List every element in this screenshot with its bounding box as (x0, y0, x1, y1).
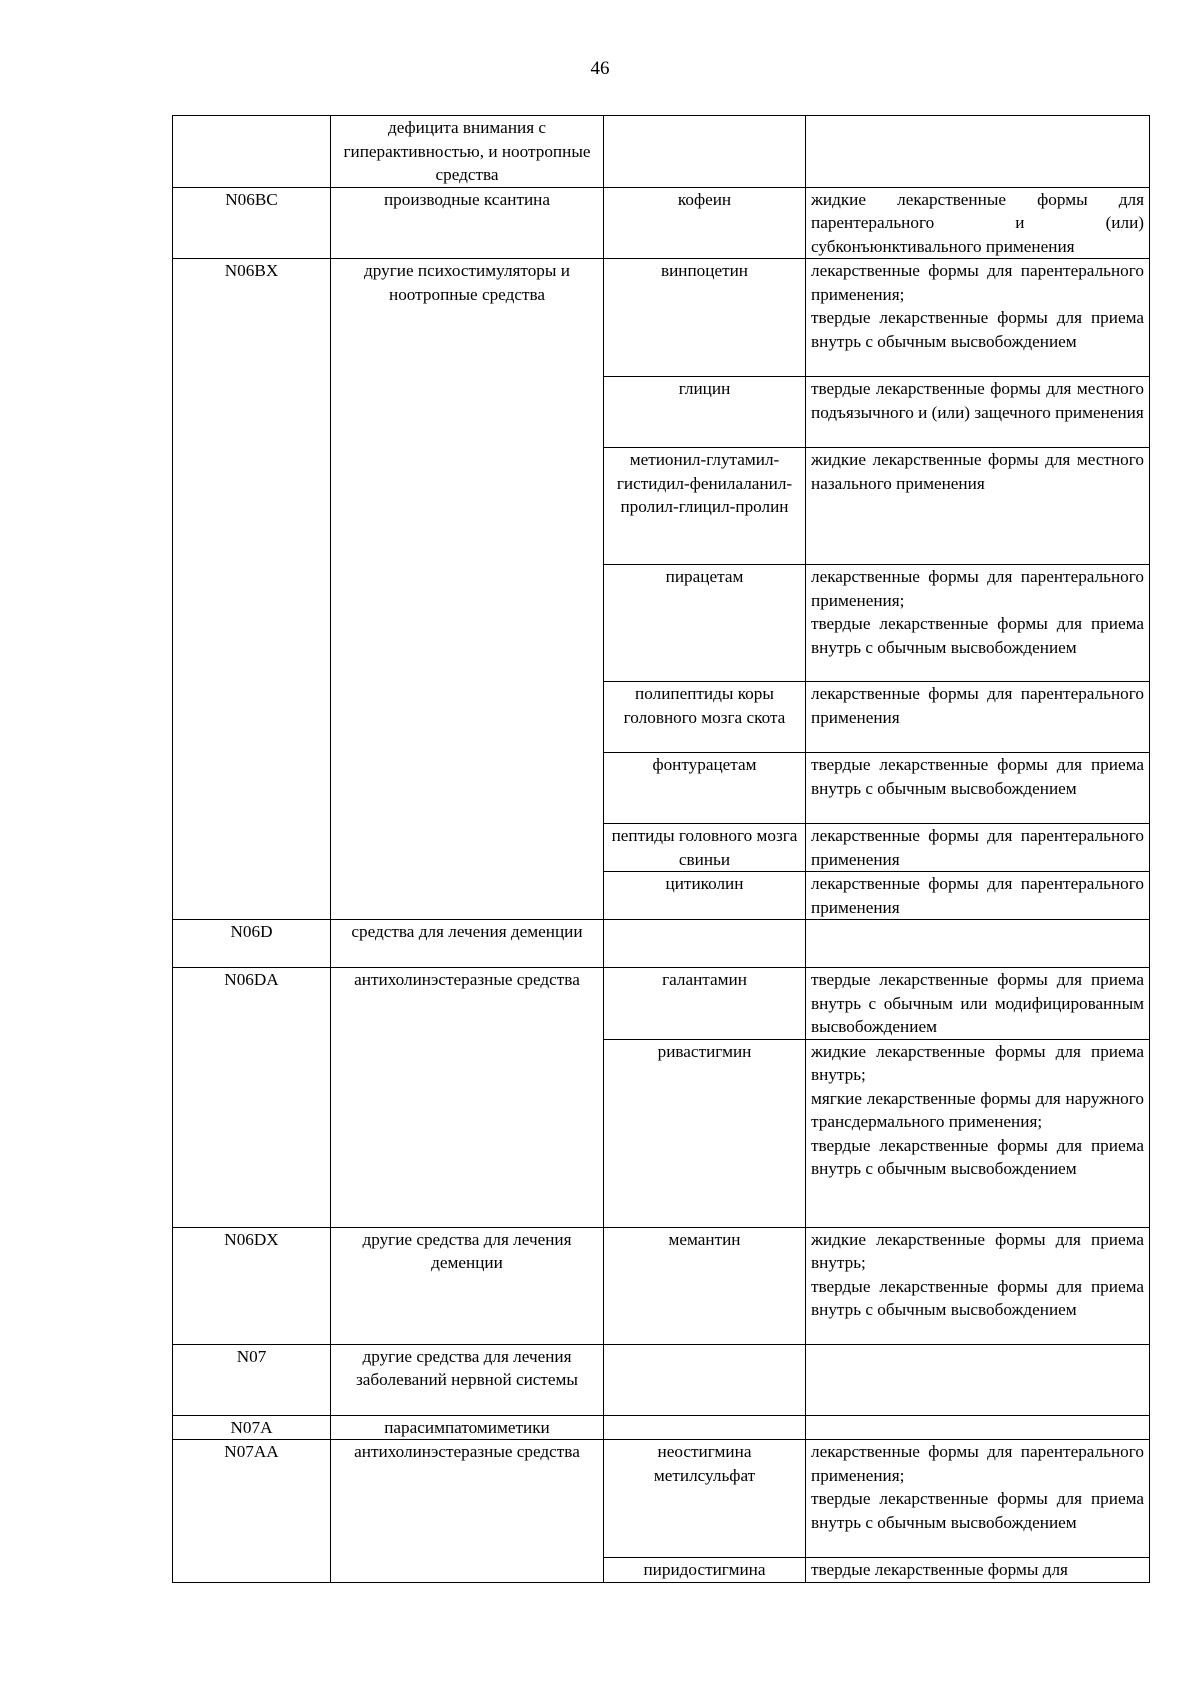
group-name: антихолинэстеразные средства (331, 1440, 604, 1583)
drug-name: метионил-глутамил-гистидил-фенилаланил-пролил-глицил-пролин (604, 448, 806, 565)
drug-name: ривастигмин (604, 1039, 806, 1227)
dosage-form: лекарственные формы для парентерального применения; твердые лекарственные формы для приема внутрь с обычным высвобождением (806, 1440, 1150, 1558)
dosage-form: жидкие лекарственные формы для приема внутрь; твердые лекарственные формы для приема внутрь с обычным высвобождением (806, 1227, 1150, 1344)
table-row (173, 1344, 1150, 1415)
atc-code: N06DA (173, 968, 331, 1228)
drug-table (172, 115, 1150, 1583)
group-name: антихолинэстеразные средства (331, 968, 604, 1228)
table-row (173, 968, 1150, 1040)
group-name: производные ксантина (331, 187, 604, 259)
dosage-form (806, 1344, 1150, 1415)
drug-name (604, 1415, 806, 1440)
group-name: дефицита внимания с гиперактивностью, и ноотропные средства (331, 116, 604, 188)
drug-name: глицин (604, 377, 806, 448)
table-row (173, 1415, 1150, 1440)
dosage-form (806, 920, 1150, 968)
dosage-form: лекарственные формы для парентерального применения; твердые лекарственные формы для приема внутрь с обычным высвобождением (806, 259, 1150, 377)
table-row (173, 187, 1150, 259)
atc-code: N06D (173, 920, 331, 968)
drug-name (604, 116, 806, 188)
drug-name: фонтурацетам (604, 753, 806, 824)
drug-name: полипептиды коры головного мозга скота (604, 682, 806, 753)
page-number: 46 (590, 58, 610, 79)
table-row (173, 1227, 1150, 1344)
dosage-form: твердые лекарственные формы для (806, 1558, 1150, 1583)
atc-code: N07A (173, 1415, 331, 1440)
group-name: средства для лечения деменции (331, 920, 604, 968)
group-name: другие средства для лечения заболеваний нервной системы (331, 1344, 604, 1415)
table-row (173, 1440, 1150, 1558)
atc-code: N06DX (173, 1227, 331, 1344)
atc-code: N06BC (173, 187, 331, 259)
drug-name: цитиколин (604, 872, 806, 920)
group-name: другие средства для лечения деменции (331, 1227, 604, 1344)
drug-name (604, 920, 806, 968)
atc-code (173, 116, 331, 188)
dosage-form: твердые лекарственные формы для местного подъязычного и (или) защечного применения (806, 377, 1150, 448)
drug-name: мемантин (604, 1227, 806, 1344)
table-row (173, 920, 1150, 968)
group-name: другие психостимуляторы и ноотропные средства (331, 259, 604, 920)
drug-name: пирацетам (604, 565, 806, 682)
dosage-form: лекарственные формы для парентерального применения; твердые лекарственные формы для приема внутрь с обычным высвобождением (806, 565, 1150, 682)
dosage-form: лекарственные формы для парентерального применения (806, 872, 1150, 920)
dosage-form (806, 116, 1150, 188)
atc-code: N07AA (173, 1440, 331, 1583)
dosage-form: лекарственные формы для парентерального применения (806, 682, 1150, 753)
drug-name: винпоцетин (604, 259, 806, 377)
atc-code: N06BX (173, 259, 331, 920)
drug-name: пептиды головного мозга свиньи (604, 824, 806, 872)
table-row (173, 259, 1150, 377)
dosage-form: твердые лекарственные формы для приема внутрь с обычным высвобождением (806, 753, 1150, 824)
dosage-form: жидкие лекарственные формы для приема внутрь; мягкие лекарственные формы для наружного трансдермального применения; твердые лекарственные формы для приема внутрь с обычным высвобождением (806, 1039, 1150, 1227)
dosage-form: жидкие лекарственные формы для местного назального применения (806, 448, 1150, 565)
dosage-form: твердые лекарственные формы для приема внутрь с обычным или модифицированным высвобождением (806, 968, 1150, 1040)
drug-name: неостигмина метилсульфат (604, 1440, 806, 1558)
drug-name: галантамин (604, 968, 806, 1040)
dosage-form (806, 1415, 1150, 1440)
drug-name: кофеин (604, 187, 806, 259)
group-name: парасимпатомиметики (331, 1415, 604, 1440)
dosage-form: лекарственные формы для парентерального применения (806, 824, 1150, 872)
drug-name (604, 1344, 806, 1415)
dosage-form: жидкие лекарственные формы для парентерального и (или) субконъюнктивального применения (806, 187, 1150, 259)
table-row (173, 116, 1150, 188)
drug-name: пиридостигмина (604, 1558, 806, 1583)
atc-code: N07 (173, 1344, 331, 1415)
